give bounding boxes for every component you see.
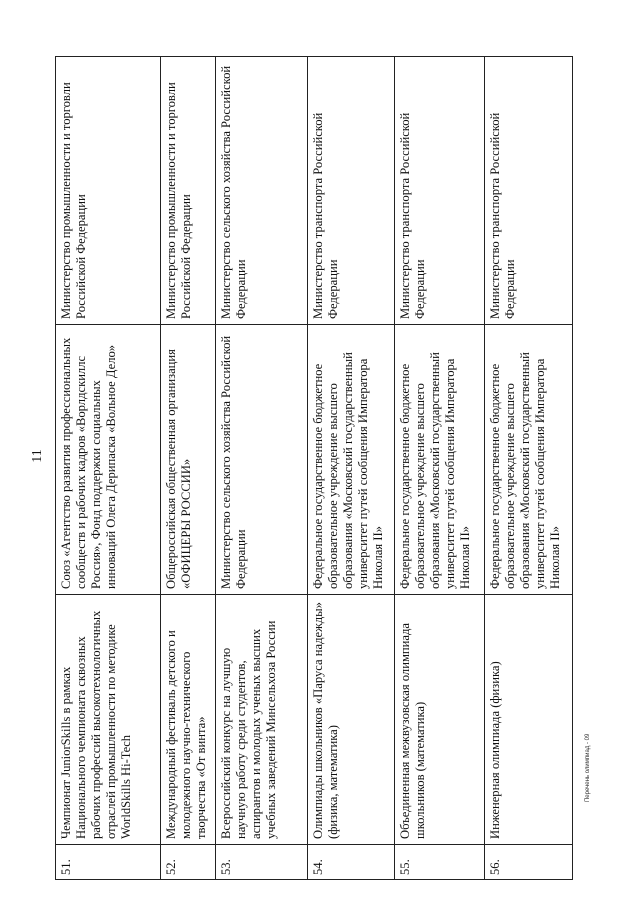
organizer-name: Общероссийская общественная организация «ОФИЦЕРЫ РОССИИ» [161, 325, 216, 595]
ministry-name: Министерство промышленности и торговли Российской Федерации [161, 57, 216, 325]
olympiad-name: Чемпионат JuniorSkills в рамках Национального чемпионата сквозных рабочих профессий высокотехнологичных отраслей промышленности по методике WorldSkills Hi-Tech [56, 595, 161, 845]
row-number: 53. [216, 845, 308, 880]
ministry-name: Министерство сельского хозяйства Российской Федерации [216, 57, 308, 325]
table-row [485, 57, 573, 880]
organizer-name: Министерство сельского хозяйства Российской Федерации [216, 325, 308, 595]
olympiad-table [55, 56, 573, 880]
table-row [395, 57, 485, 880]
row-number: 54. [308, 845, 395, 880]
table-row [56, 57, 161, 880]
page-number: 11 [30, 449, 45, 463]
footer-note: Перечень олимпиад - 09 [585, 733, 591, 802]
olympiad-name: Международный фестиваль детского и молодежного научно-технического творчества «От винта» [161, 595, 216, 845]
olympiad-name: Всероссийский конкурс на лучшую научную работу среди студентов, аспирантов и молодых ученых высших учебных заведений Минсельхоза России [216, 595, 308, 845]
rotated-page-content [55, 5, 575, 880]
row-number: 52. [161, 845, 216, 880]
ministry-name: Министерство транспорта Российской Федерации [308, 57, 395, 325]
row-number: 55. [395, 845, 485, 880]
ministry-name: Министерство транспорта Российской Федерации [485, 57, 573, 325]
olympiad-name: Инженерная олимпиада (физика) [485, 595, 573, 845]
row-number: 56. [485, 845, 573, 880]
row-number: 51. [56, 845, 161, 880]
organizer-name: Союз «Агентство развития профессиональных сообществ и рабочих кадров «Ворлдскиллс Россия», Фонд поддержки социальных инноваций Олега Дерипаска «Вольное Дело» [56, 325, 161, 595]
organizer-name: Федеральное государственное бюджетное образовательное учреждение высшего образования «Московский государственный университет путей сообщения Императора Николая II» [395, 325, 485, 595]
table-row [308, 57, 395, 880]
table-row [161, 57, 216, 880]
olympiad-name: Объединенная межвузовская олимпиада школьников (математика) [395, 595, 485, 845]
olympiad-name: Олимпиады школьников «Паруса надежды» (физика, математика) [308, 595, 395, 845]
ministry-name: Министерство промышленности и торговли Российской Федерации [56, 57, 161, 325]
organizer-name: Федеральное государственное бюджетное образовательное учреждение высшего образования «Московский государственный университет путей сообщения Императора Николая II» [308, 325, 395, 595]
table-row [216, 57, 308, 880]
ministry-name: Министерство транспорта Российской Федерации [395, 57, 485, 325]
organizer-name: Федеральное государственное бюджетное образовательное учреждение высшего образования «Московский государственный университет путей сообщения Императора Николая II» [485, 325, 573, 595]
